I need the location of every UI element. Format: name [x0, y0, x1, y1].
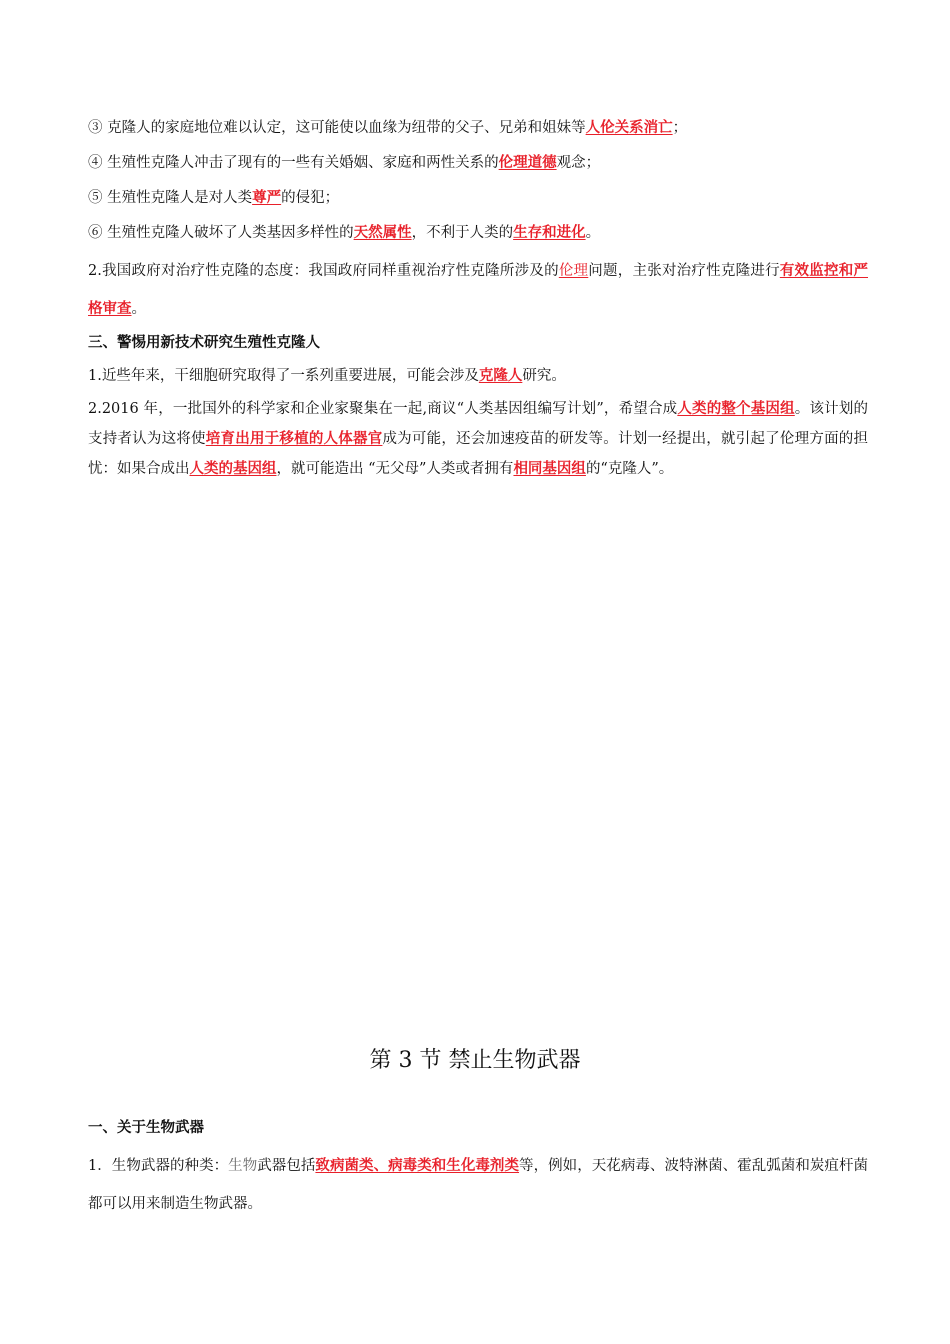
attitude-paragraph [88, 252, 868, 328]
section-3-point-1 [88, 366, 868, 386]
item-4 [88, 153, 868, 173]
item-6-text: ⑥ 生殖性克隆人破坏了人类基因多样性的 [88, 225, 354, 241]
attitude-text: 2.我国政府对治疗性克隆的态度：我国政府同样重视治疗性克隆所涉及的 [88, 263, 559, 279]
bioweapons-middle: 武器包括 [257, 1158, 316, 1174]
point-2-middle-3: ，就可能造出 “无父母”人类或者拥有 [276, 461, 514, 477]
bioweapons-text: 1．生物武器的种类： [88, 1158, 229, 1174]
attitude-highlight-1: 伦理 [558, 263, 589, 279]
attitude-end: 。 [131, 301, 146, 317]
item-6-middle: ，不利于人类的 [411, 225, 514, 241]
bioweapons-paragraph [88, 1147, 868, 1223]
attitude-highlight-2: 有效监控和严格审查 [88, 262, 868, 317]
item-6 [88, 223, 868, 243]
item-4-text: ④ 生殖性克隆人冲击了现有的一些有关婚姻、家庭和两性关系的 [88, 155, 499, 171]
item-3-end: ； [672, 120, 688, 136]
item-6-end: 。 [585, 225, 601, 241]
point-2-highlight-3: 人类的基因组 [189, 460, 277, 477]
section-3-point-2 [88, 394, 868, 484]
point-1-end: 研究。 [522, 368, 566, 384]
point-2-highlight-1: 人类的整个基因组 [677, 400, 795, 417]
point-2-middle-1: 。该计划的支持者认为这将使 [88, 401, 869, 447]
bioweapons-gray-text: 生物 [228, 1158, 258, 1174]
bioweapons-highlight: 致病菌类、病毒类和生化毒剂类 [315, 1157, 520, 1174]
attitude-middle: 问题，主张对治疗性克隆进行 [588, 263, 780, 279]
item-6-highlight-1: 天然属性 [353, 224, 412, 241]
point-1-text: 1.近些年来，干细胞研究取得了一系列重要进展，可能会涉及 [88, 368, 479, 384]
chapter-title: 第 3 节 禁止生物武器 [369, 1048, 581, 1073]
item-3-highlight: 人伦关系消亡 [585, 119, 673, 136]
point-2-text: 2.2016 年，一批国外的科学家和企业家聚集在一起,商议“人类基因组编写计划”，希望合成 [88, 401, 678, 417]
bioweapons-end: 等，例如，天花病毒、波特淋菌、霍乱弧菌和炭疽杆菌都可以用来制造生物武器。 [88, 1158, 869, 1212]
item-6-highlight-2: 生存和进化 [513, 224, 586, 241]
item-3-text: ③ 克隆人的家庭地位难以认定，这可能使以血缘为纽带的父子、兄弟和姐妹等 [88, 120, 586, 136]
point-1-highlight: 克隆人 [478, 367, 523, 384]
item-5-text: ⑤ 生殖性克隆人是对人类 [88, 190, 253, 206]
point-2-highlight-2: 培育出用于移植的人体器官 [205, 430, 383, 447]
point-2-highlight-4: 相同基因组 [513, 460, 586, 477]
item-5-highlight: 尊严 [252, 189, 282, 206]
point-2-end: 的“克隆人”。 [585, 461, 674, 477]
point-2-middle-2: 成为可能，还会加速疫苗的研发等。计划一经提出，就引起了伦理方面的担忧：如果合成出 [88, 431, 869, 477]
section-3-heading: 三、警惕用新技术研究生殖性克隆人 [88, 335, 320, 351]
item-5-end: 的侵犯； [281, 190, 340, 206]
item-4-highlight: 伦理道德 [498, 154, 557, 171]
bioweapons-heading: 一、关于生物武器 [88, 1120, 204, 1136]
item-3 [88, 118, 868, 138]
item-5 [88, 188, 868, 208]
item-4-end: 观念； [556, 155, 601, 171]
